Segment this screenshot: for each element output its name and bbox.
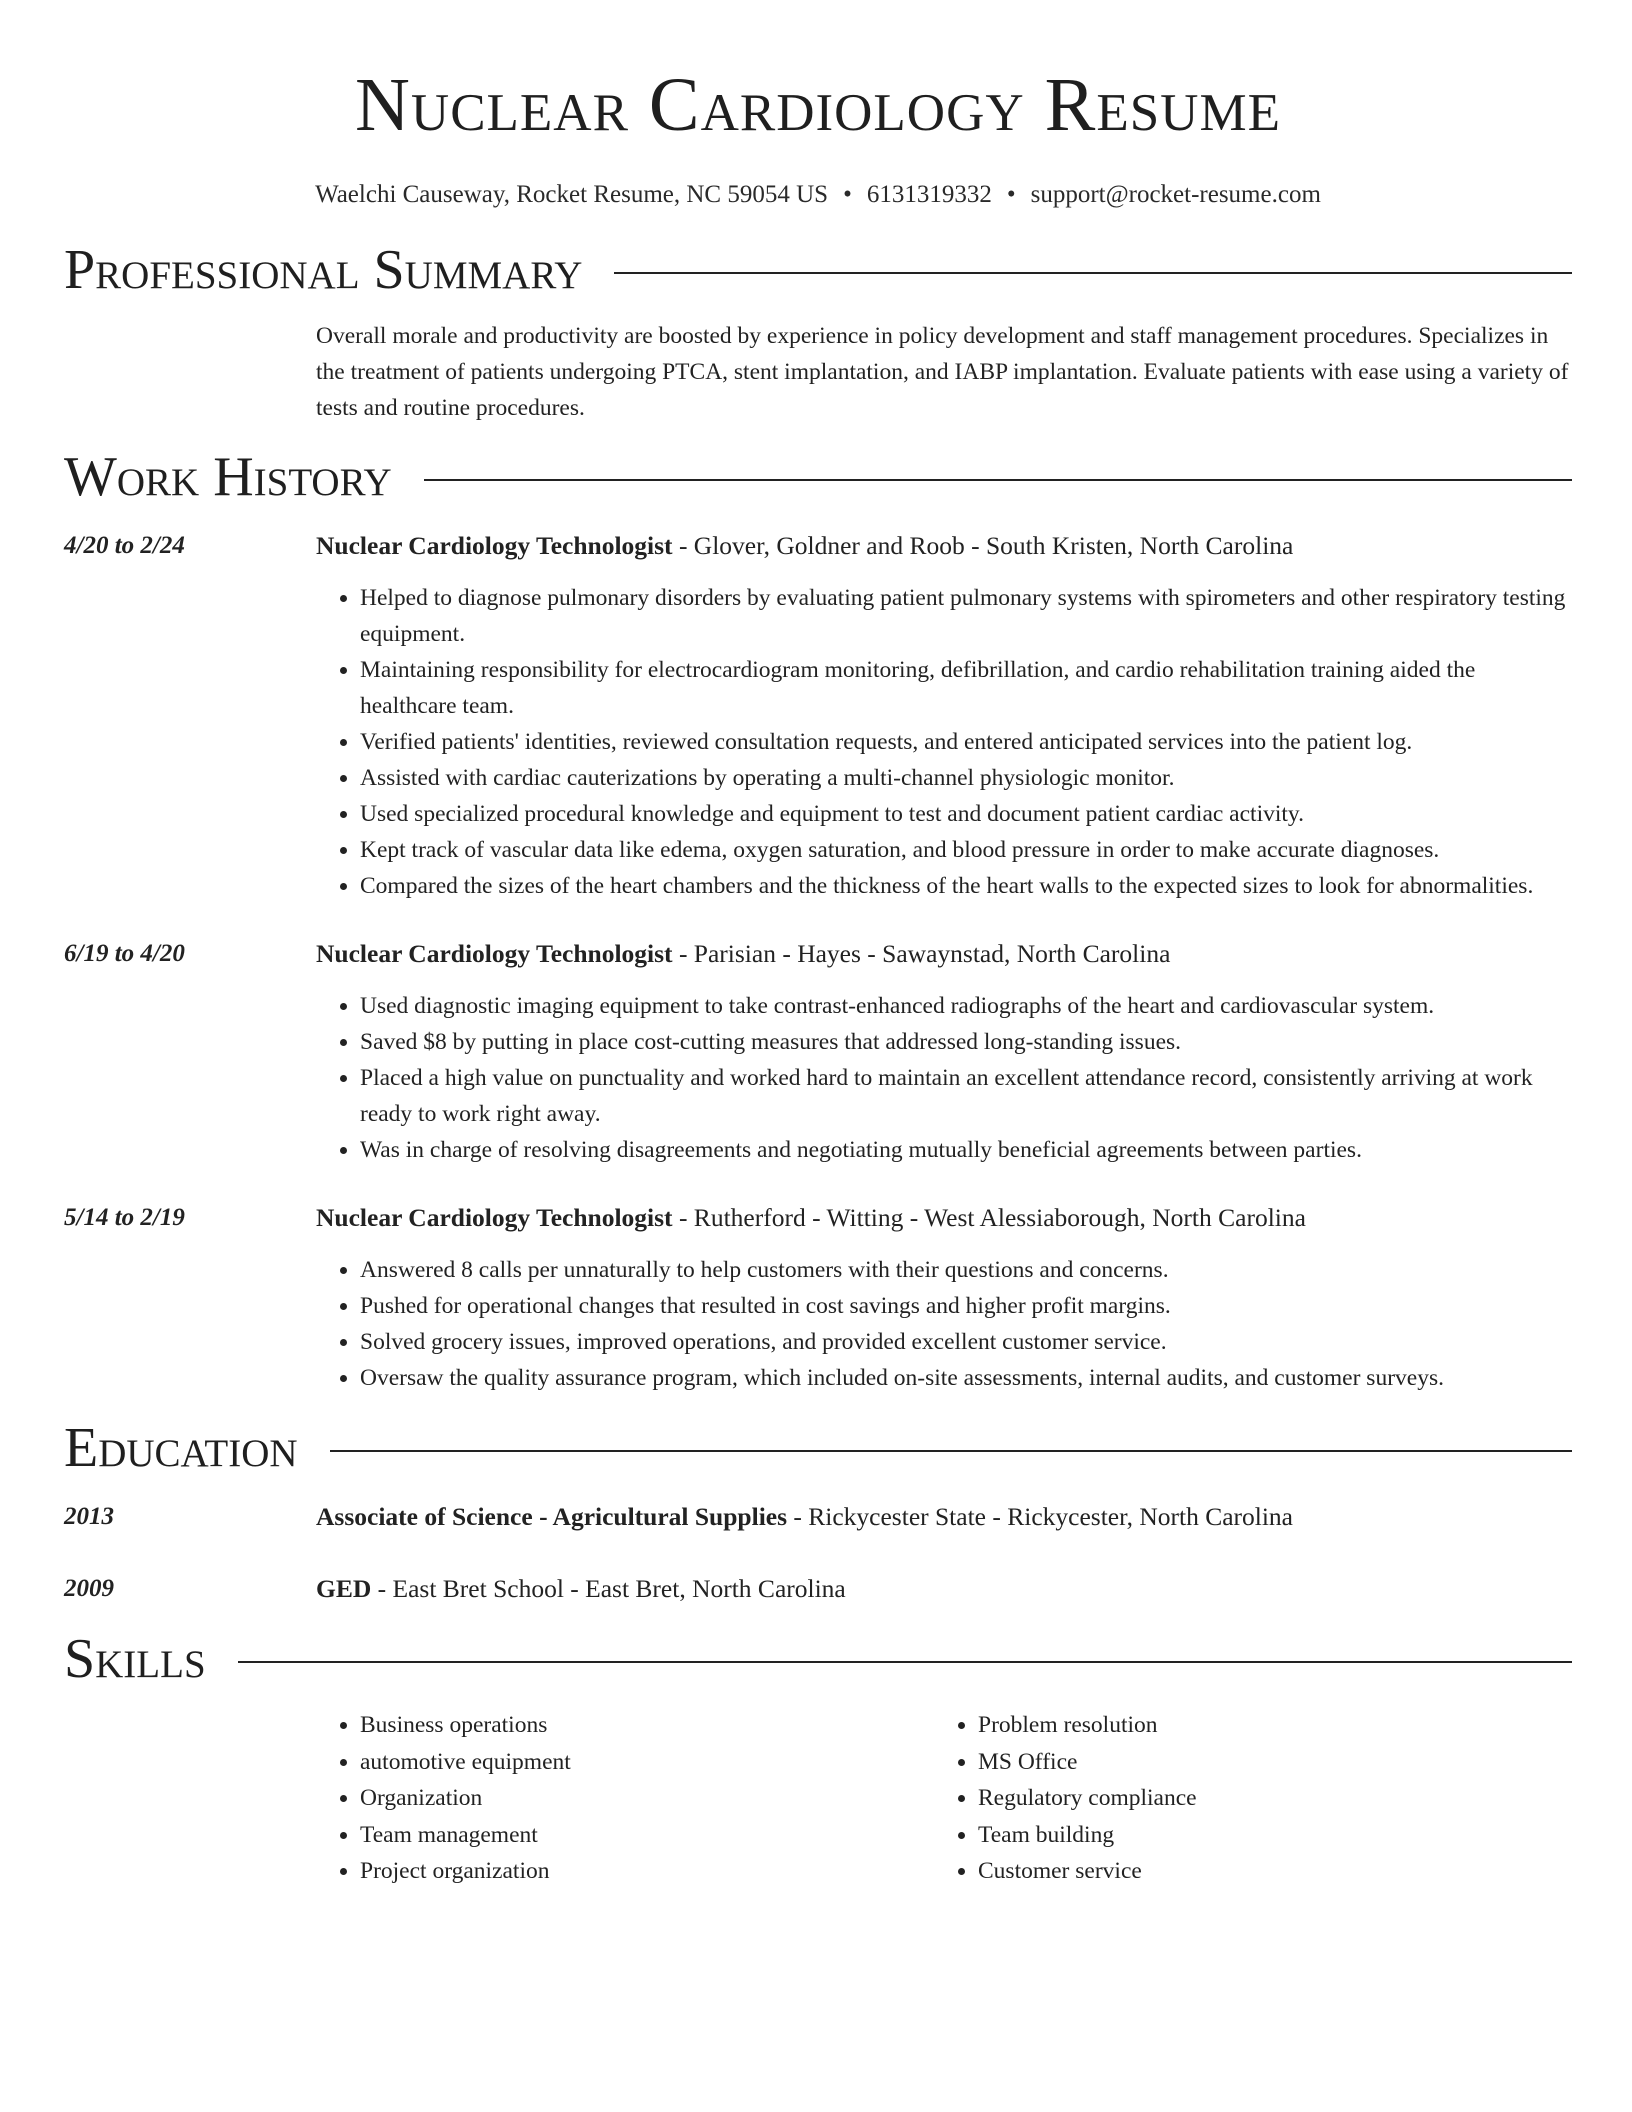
list-item: • Kept track of vascular data like edema, oxygen saturation, and blood pressure in order to make accurate diagnoses. bbox=[360, 832, 1572, 868]
education-entry bbox=[64, 1499, 1572, 1535]
resume-page bbox=[64, 0, 1572, 1890]
summary-left-spacer bbox=[64, 318, 316, 426]
job-title: Nuclear Cardiology Technologist bbox=[316, 531, 673, 560]
job-title: Nuclear Cardiology Technologist bbox=[316, 1203, 673, 1232]
skill-item: • Team building bbox=[978, 1817, 1552, 1854]
list-item: • Oversaw the quality assurance program, which included on-site assessments, internal audits, and customer surveys. bbox=[360, 1360, 1572, 1396]
contact-phone: 6131319332 bbox=[866, 181, 992, 208]
summary-heading: Professional Summary bbox=[64, 239, 583, 301]
job-dates: 6/19 to 4/20 bbox=[64, 940, 185, 967]
job-heading bbox=[316, 1200, 1572, 1236]
skills-heading-row bbox=[64, 1627, 1572, 1691]
section-divider bbox=[238, 1661, 1572, 1663]
job-bullets bbox=[316, 988, 1572, 1168]
list-item: • Was in charge of resolving disagreements and negotiating mutually beneficial agreements between parties. bbox=[360, 1132, 1572, 1168]
job-title: Nuclear Cardiology Technologist bbox=[316, 939, 673, 968]
job-dates: 5/14 to 2/19 bbox=[64, 1204, 185, 1231]
section-divider bbox=[424, 479, 1572, 481]
list-item: • Maintaining responsibility for electrocardiogram monitoring, defibrillation, and cardio rehabilitation training aided the healthcare team. bbox=[360, 652, 1572, 724]
resume-title: Nuclear Cardiology Resume bbox=[355, 63, 1281, 147]
list-item: • Saved $8 by putting in place cost-cutting measures that addressed long-standing issues. bbox=[360, 1024, 1572, 1060]
job-dates: 4/20 to 2/24 bbox=[64, 532, 185, 559]
skill-item: • Problem resolution bbox=[978, 1707, 1552, 1744]
list-item: • Pushed for operational changes that resulted in cost savings and higher profit margins. bbox=[360, 1288, 1572, 1324]
education-heading-row bbox=[64, 1416, 1572, 1480]
summary-row bbox=[64, 318, 1572, 426]
education-degree: GED bbox=[316, 1574, 372, 1603]
job-heading bbox=[316, 936, 1572, 972]
work-heading: Work History bbox=[64, 446, 392, 508]
skill-item: • automotive equipment bbox=[360, 1744, 934, 1781]
list-item: • Placed a high value on punctuality and worked hard to maintain an excellent attendance record, consistently arriving at work ready to work right away. bbox=[360, 1060, 1572, 1132]
section-divider bbox=[330, 1450, 1572, 1452]
skill-item: • Business operations bbox=[360, 1707, 934, 1744]
skills-heading: Skills bbox=[64, 1628, 206, 1690]
education-heading: Education bbox=[64, 1417, 298, 1479]
list-item: • Used diagnostic imaging equipment to take contrast-enhanced radiographs of the heart and cardiovascular system. bbox=[360, 988, 1572, 1024]
summary-heading-row bbox=[64, 238, 1572, 302]
education-degree: Associate of Science - Agricultural Supplies bbox=[316, 1502, 788, 1531]
job-entry bbox=[64, 528, 1572, 904]
list-item: • Assisted with cardiac cauterizations by operating a multi-channel physiologic monitor. bbox=[360, 760, 1572, 796]
job-bullets bbox=[316, 1252, 1572, 1396]
job-details: - Glover, Goldner and Roob - South Kristen, North Carolina bbox=[672, 531, 1294, 560]
list-item: • Answered 8 calls per unnaturally to help customers with their questions and concerns. bbox=[360, 1252, 1572, 1288]
skill-item: • Customer service bbox=[978, 1853, 1552, 1890]
skill-item: • Regulatory compliance bbox=[978, 1780, 1552, 1817]
skills-row bbox=[64, 1707, 1572, 1890]
skill-item: • Team management bbox=[360, 1817, 934, 1854]
list-item: • Used specialized procedural knowledge and equipment to test and document patient cardiac activity. bbox=[360, 796, 1572, 832]
education-line bbox=[316, 1499, 1572, 1535]
contact-address: Waelchi Causeway, Rocket Resume, NC 59054 US bbox=[315, 181, 829, 208]
job-heading bbox=[316, 528, 1572, 564]
skills-list-right bbox=[934, 1707, 1552, 1890]
skill-item: • Organization bbox=[360, 1780, 934, 1817]
job-entry bbox=[64, 1200, 1572, 1396]
education-details: - East Bret School - East Bret, North Carolina bbox=[371, 1574, 846, 1603]
list-item: • Verified patients' identities, reviewed consultation requests, and entered anticipated services into the patient log. bbox=[360, 724, 1572, 760]
contact-email: support@rocket-resume.com bbox=[1030, 181, 1321, 208]
job-details: - Parisian - Hayes - Sawaynstad, North Carolina bbox=[672, 939, 1171, 968]
education-details: - Rickycester State - Rickycester, North Carolina bbox=[787, 1502, 1293, 1531]
skill-item: • Project organization bbox=[360, 1853, 934, 1890]
education-line bbox=[316, 1571, 1572, 1607]
contact-separator: • bbox=[843, 181, 852, 208]
skill-item: • MS Office bbox=[978, 1744, 1552, 1781]
list-item: • Compared the sizes of the heart chambers and the thickness of the heart walls to the expected sizes to look for abnormalities. bbox=[360, 868, 1572, 904]
job-details: - Rutherford - Witting - West Alessiaborough, North Carolina bbox=[672, 1203, 1306, 1232]
work-heading-row bbox=[64, 445, 1572, 509]
skills-left-spacer bbox=[64, 1707, 316, 1890]
job-bullets bbox=[316, 580, 1572, 904]
contact-separator: • bbox=[1006, 181, 1016, 208]
job-entry bbox=[64, 936, 1572, 1168]
section-divider bbox=[614, 272, 1572, 274]
list-item: • Solved grocery issues, improved operations, and provided excellent customer service. bbox=[360, 1324, 1572, 1360]
education-entry bbox=[64, 1571, 1572, 1607]
list-item: • Helped to diagnose pulmonary disorders by evaluating patient pulmonary systems with spirometers and other respiratory testing equipment. bbox=[360, 580, 1572, 652]
education-year: 2009 bbox=[64, 1575, 114, 1602]
contact-line bbox=[64, 179, 1572, 211]
summary-text: Overall morale and productivity are boosted by experience in policy development and staff management procedures. Specializes in the treatment of patients undergoing PTCA, stent implantation, and IABP implantation. Evaluate patients with ease using a variety of tests and routine procedures. bbox=[316, 323, 1569, 421]
skills-list-left bbox=[316, 1707, 934, 1890]
education-year: 2013 bbox=[64, 1503, 114, 1530]
